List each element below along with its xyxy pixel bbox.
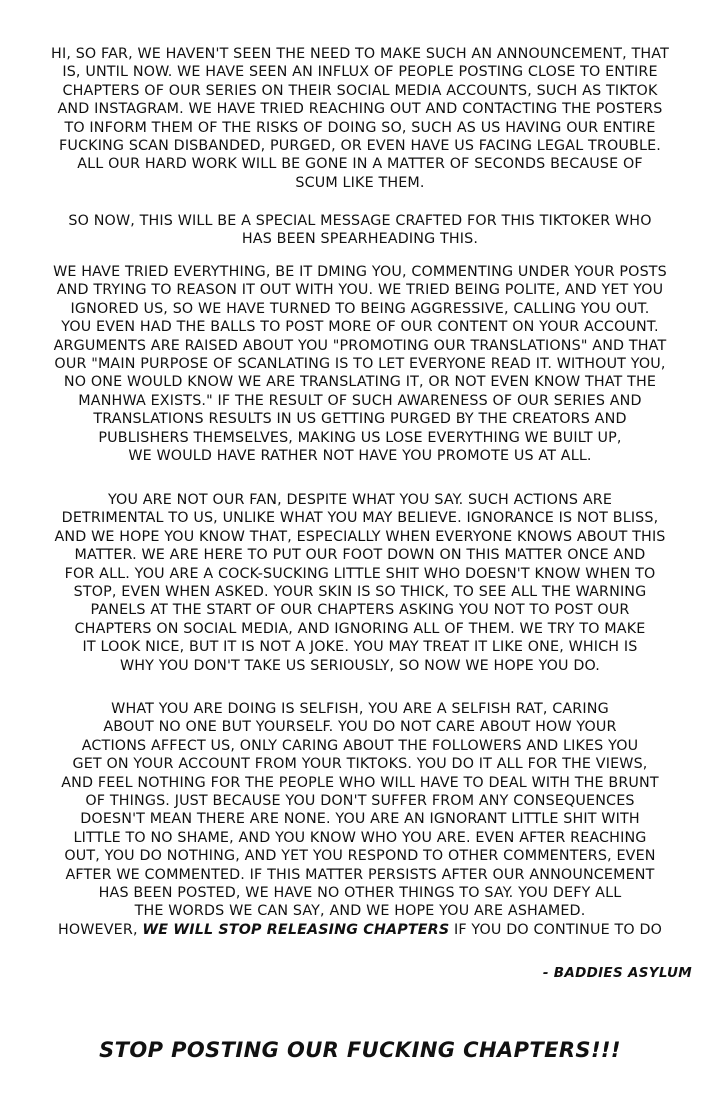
final-line	[30, 921, 690, 939]
text-line: ARGUMENTS ARE RAISED ABOUT YOU "PROMOTING OUR TRANSLATIONS" AND THAT	[53, 337, 667, 354]
text-line: MANHWA EXISTS." IF THE RESULT OF SUCH AWARENESS OF OUR SERIES AND	[78, 392, 642, 409]
text-line: AFTER WE COMMENTED. IF THIS MATTER PERSISTS AFTER OUR ANNOUNCEMENT	[65, 866, 655, 883]
text-line: YOU ARE NOT OUR FAN, DESPITE WHAT YOU SAY. SUCH ACTIONS ARE	[107, 492, 613, 508]
text-line: OUR "MAIN PURPOSE OF SCANLATING IS TO LET EVERYONE READ IT. WITHOUT YOU,	[54, 356, 666, 373]
footer-headline: STOP POSTING OUR FUCKING CHAPTERS!!!	[99, 1038, 621, 1062]
final-line-emphasis: WE WILL STOP RELEASING CHAPTERS	[142, 921, 450, 938]
text-line: STOP, EVEN WHEN ASKED. YOUR SKIN IS SO THICK, TO SEE ALL THE WARNING	[73, 584, 647, 601]
text-line: PUBLISHERS THEMSELVES, MAKING US LOSE EVERYTHING WE BUILT UP,	[98, 429, 622, 446]
announcement-paragraph-3	[30, 263, 690, 465]
text-line: SO NOW, THIS WILL BE A SPECIAL MESSAGE CRAFTED FOR THIS TIKTOKER WHO	[68, 213, 652, 229]
text-line: WHAT YOU ARE DOING IS SELFISH, YOU ARE A SELFISH RAT, CARING	[111, 701, 609, 717]
text-line: ABOUT NO ONE BUT YOURSELF. YOU DO NOT CARE ABOUT HOW YOUR	[103, 719, 617, 736]
text-line: WE HAVE TRIED EVERYTHING, BE IT DMING YOU, COMMENTING UNDER YOUR POSTS	[53, 264, 667, 280]
text-line: OF THINGS. JUST BECAUSE YOU DON'T SUFFER FROM ANY CONSEQUENCES	[85, 793, 635, 810]
text-line: OUT, YOU DO NOTHING, AND YET YOU RESPOND TO OTHER COMMENTERS, EVEN	[64, 848, 656, 865]
text-line: AND FEEL NOTHING FOR THE PEOPLE WHO WILL HAVE TO DEAL WITH THE BRUNT	[61, 774, 659, 791]
text-line: AND TRYING TO REASON IT OUT WITH YOU. WE TRIED BEING POLITE, AND YET YOU	[56, 282, 664, 299]
text-line: CHAPTERS OF OUR SERIES ON THEIR SOCIAL MEDIA ACCOUNTS, SUCH AS TIKTOK	[62, 82, 658, 99]
text-line: LITTLE TO NO SHAME, AND YOU KNOW WHO YOU ARE. EVEN AFTER REACHING	[73, 829, 647, 846]
text-line: HAS BEEN POSTED, WE HAVE NO OTHER THINGS TO SAY. YOU DEFY ALL	[98, 885, 622, 902]
text-line: ALL OUR HARD WORK WILL BE GONE IN A MATTER OF SECONDS BECAUSE OF	[77, 156, 643, 173]
text-line: DOESN'T MEAN THERE ARE NONE. YOU ARE AN IGNORANT LITTLE SHIT WITH	[80, 811, 640, 828]
text-line: SCUM LIKE THEM.	[295, 174, 425, 191]
text-line: TO INFORM THEM OF THE RISKS OF DOING SO, SUCH AS US HAVING OUR ENTIRE	[64, 119, 656, 136]
text-line: ACTIONS AFFECT US, ONLY CARING ABOUT THE FOLLOWERS AND LIKES YOU	[81, 737, 639, 754]
announcement-paragraph-1	[30, 45, 690, 192]
text-line: YOU EVEN HAD THE BALLS TO POST MORE OF OUR CONTENT ON YOUR ACCOUNT.	[61, 319, 659, 336]
text-line: CHAPTERS ON SOCIAL MEDIA, AND IGNORING ALL OF THEM. WE TRY TO MAKE	[74, 620, 646, 637]
text-line: IS, UNTIL NOW. WE HAVE SEEN AN INFLUX OF PEOPLE POSTING CLOSE TO ENTIRE	[62, 64, 658, 81]
text-line: WHY YOU DON'T TAKE US SERIOUSLY, SO NOW WE HOPE YOU DO.	[119, 657, 601, 674]
text-line: FUCKING SCAN DISBANDED, PURGED, OR EVEN HAVE US FACING LEGAL TROUBLE.	[59, 138, 661, 155]
announcement-paragraph-5	[30, 700, 690, 939]
announcement-paragraph-2	[30, 212, 690, 249]
text-line: NO ONE WOULD KNOW WE ARE TRANSLATING IT, OR NOT EVEN KNOW THAT THE	[63, 374, 657, 391]
text-line: THE WORDS WE CAN SAY, AND WE HOPE YOU ARE ASHAMED.	[134, 903, 586, 920]
final-line-start: HOWEVER,	[57, 921, 143, 938]
signature: - BADDIES ASYLUM	[542, 965, 692, 981]
text-line: WE WOULD HAVE RATHER NOT HAVE YOU PROMOTE US AT ALL.	[128, 448, 592, 465]
text-line: IT LOOK NICE, BUT IT IS NOT A JOKE. YOU MAY TREAT IT LIKE ONE, WHICH IS	[82, 639, 638, 656]
text-line: AND INSTAGRAM. WE HAVE TRIED REACHING OUT AND CONTACTING THE POSTERS	[57, 101, 663, 118]
text-line: IGNORED US, SO WE HAVE TURNED TO BEING AGGRESSIVE, CALLING YOU OUT.	[70, 300, 650, 317]
text-line: MATTER. WE ARE HERE TO PUT OUR FOOT DOWN ON THIS MATTER ONCE AND	[74, 547, 646, 564]
text-line: DETRIMENTAL TO US, UNLIKE WHAT YOU MAY BELIEVE. IGNORANCE IS NOT BLISS,	[61, 510, 659, 527]
text-line: GET ON YOUR ACCOUNT FROM YOUR TIKTOKS. YOU DO IT ALL FOR THE VIEWS,	[72, 756, 648, 773]
text-line: AND WE HOPE YOU KNOW THAT, ESPECIALLY WHEN EVERYONE KNOWS ABOUT THIS	[54, 528, 666, 545]
final-line-end: IF YOU DO CONTINUE TO DO	[449, 921, 663, 938]
text-line: FOR ALL. YOU ARE A COCK-SUCKING LITTLE SHIT WHO DOESN'T KNOW WHEN TO	[64, 565, 656, 582]
announcement-paragraph-4	[30, 491, 690, 675]
text-line: PANELS AT THE START OF OUR CHAPTERS ASKING YOU NOT TO POST OUR	[90, 602, 630, 619]
text-line: TRANSLATIONS RESULTS IN US GETTING PURGED BY THE CREATORS AND	[93, 411, 627, 428]
text-line: HAS BEEN SPEARHEADING THIS.	[241, 231, 479, 248]
text-line: HI, SO FAR, WE HAVEN'T SEEN THE NEED TO MAKE SUCH AN ANNOUNCEMENT, THAT	[51, 46, 669, 62]
